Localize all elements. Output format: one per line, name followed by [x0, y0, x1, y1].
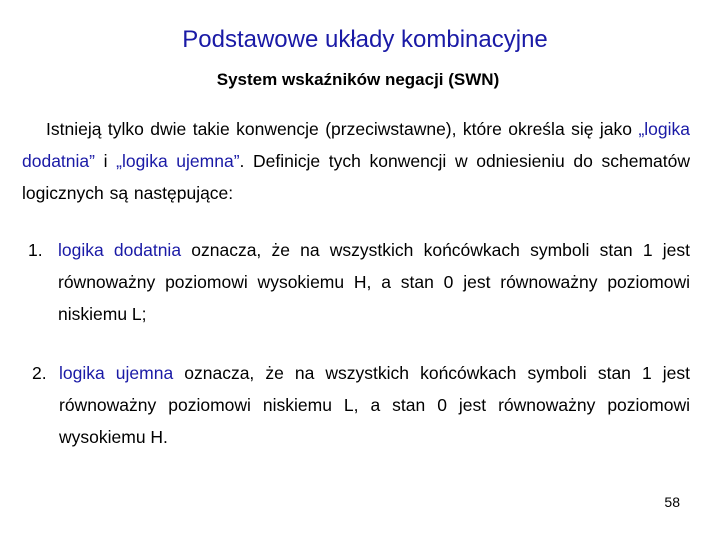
slide-title: Podstawowe układy kombinacyjne [182, 26, 548, 53]
list-item-text: oznacza, że na wszystkich końcówkach symboli stan 1 jest równoważny poziomowi niskiemu L, a stan 0 jest równoważny poziomowi wysokiemu H. [59, 363, 690, 447]
list-item-number: 1. [28, 240, 43, 260]
list-item-term: logika ujemna [59, 363, 174, 383]
list-item-positive-logic [28, 234, 690, 330]
list-item-body [59, 357, 690, 453]
list-item-term: logika dodatnia [58, 240, 182, 260]
intro-text-part3: . Definicje tych konwencji w odniesieniu do schematów logicznych są następujące: [22, 151, 690, 203]
intro-text-part1: Istnieją tylko dwie takie konwencje (przeciwstawne), które określa się jako [46, 119, 639, 139]
intro-text-part2: i [94, 151, 117, 171]
list-item-negative-logic [32, 357, 690, 453]
list-item-number: 2. [32, 363, 47, 383]
list-item-text: oznacza, że na wszystkich końcówkach symboli stan 1 jest równoważny poziomowi wysokiemu H, a stan 0 jest równoważny poziomowi niskiemu L; [58, 240, 690, 324]
intro-paragraph [22, 113, 690, 209]
page-number: 58 [664, 494, 680, 510]
term-negative-logic: „logika ujemna” [116, 151, 240, 171]
term-positive-logic: „logika dodatnia” [22, 119, 690, 171]
slide-subtitle: System wskaźników negacji (SWN) [216, 70, 500, 89]
list-item-body [58, 234, 690, 330]
